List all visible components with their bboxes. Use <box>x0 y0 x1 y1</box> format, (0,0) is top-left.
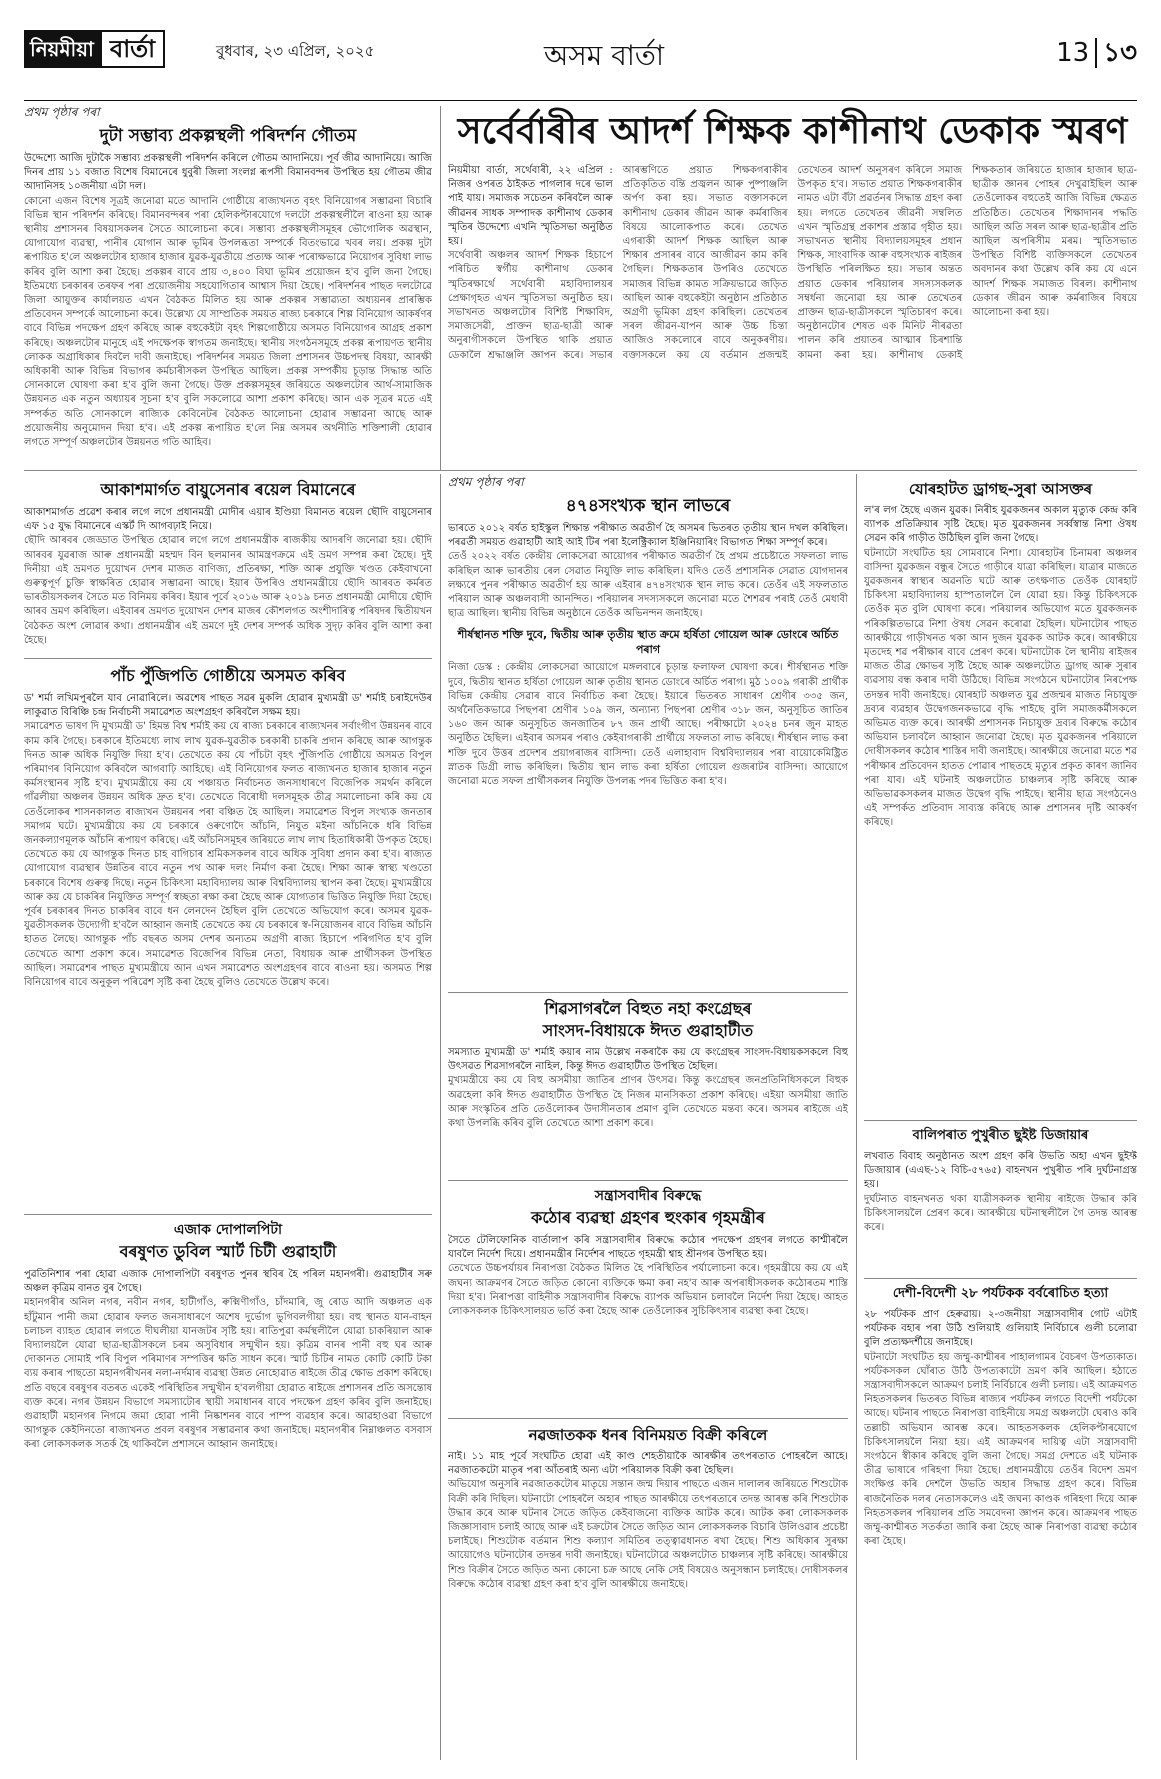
logo-right: বাৰ্তা <box>100 30 165 68</box>
headline[interactable]: নৱজাতকক ধনৰ বিনিময়ত বিক্ৰী কৰিলে <box>528 1426 768 1444</box>
section-rule <box>24 1214 432 1215</box>
article-columns <box>448 164 1137 363</box>
headline-2[interactable]: সাংসদ-বিধায়কে ঈদত গুৱাহাটীত <box>542 1021 754 1040</box>
logo-left: নিয়মীয়া <box>24 30 100 68</box>
article-body: তেখেতে উচ্চপৰ্যায়ৰ নিৰাপত্তা বৈঠকত মিলিত হৈ পৰিস্থিতিৰ পৰ্যালোচনা কৰে। গৃহমন্ত্ৰীয়ে কয় যে এই জঘন্য আক্ৰমণৰ সৈতে জড়িত কোনো ব্যক্তিকে ক্ষমা কৰা নহ'ব আৰু অপৰাধীসকলক কঠোৰতম শাস্তি দিয়া হ'ব। নিৰাপত্তা বাহিনীক সন্ত্ৰাসবাদীৰ বিৰুদ্ধে ব্যাপক অভিযান চলাবলৈ নিৰ্দেশ দিয়া হৈছে। আহত লোকসকলক চিকিৎসালয়ত ভৰ্তি কৰা হৈছে আৰু তেওঁলোকৰ সুচিকিৎসাৰ ব্যৱস্থা কৰা হৈছে। <box>448 1263 848 1318</box>
newspaper-logo[interactable] <box>24 30 202 68</box>
headline[interactable]: সন্ত্ৰাসবাদীৰ বিৰুদ্ধে <box>594 1188 702 1204</box>
section-rule <box>864 1120 1137 1121</box>
article-lead: নিয়মীয়া বাৰ্তা, সৰ্থেবাৰী, ২২ এপ্ৰিল : নিজৰ ওপৰত ঠাইকত পাগলাৰ দৰে ভাল পাই যায়। সমাজক সচেতন কৰিবলৈ আৰু জীৱনৰ সাধক সম্পাদক কাশীনাথ ডেকাৰ স্মৃতিৰ উদ্দেশ্যে এখনি স্মৃতিসভা অনুষ্ঠিত হয়। <box>448 165 613 248</box>
article-lead: উদ্দেশ্যে আজি দুটাকৈ সম্ভাব্য প্ৰকল্পস্থলী পৰিদৰ্শন কৰিলে গৌতম আদানিয়ে। পূৰ্ব জীৱ আদানিয়ে। আজি দিনৰ প্ৰায় ১১ বজাত বিশেষ বিমানেৰে ধুবুৰী জিলা সংলগ্ন ৰূপসী বিমানবন্দৰ উপস্থিত হয় গৌতম জীৱ আদানিসহ ১০জনীয়া এটা দল। <box>24 153 432 193</box>
headline[interactable]: দেশী-বিদেশী ২৮ পৰ্যটকক বৰ্বৰোচিত হত্যা <box>892 1286 1109 1301</box>
article-lead: ২৮ পৰ্যটকক প্ৰাণ হেৰুৱায়। ২-৩জনীয়া সন্ত্ৰাসবাদীৰ গোট এটাই পৰ্যটকক বহাৰ পৰা উঠি শুলিয়াই গুলিয়াই নিৰ্বিচাৰে গুলী চলোৱা বুলি প্ৰত্যক্ষদৰ্শীয়ে জনাইছে। <box>864 1309 1137 1349</box>
headline[interactable]: যোৰহাটত ড্ৰাগছ-সুৰা আসক্তৰ <box>908 480 1093 498</box>
headline-2[interactable]: কঠোৰ ব্যৱস্থা গ্ৰহণৰ হুংকাৰ গৃহমন্ত্ৰীৰ <box>531 1208 765 1227</box>
article-capitalist <box>24 664 432 1212</box>
headline[interactable]: এজাক দোপালপিটা <box>173 1222 283 1238</box>
headline[interactable]: আকাশমাৰ্গত বায়ুসেনাৰ ৰয়েল বিমানেৰে <box>100 480 356 499</box>
article-body: মহানগৰীৰ অনিল নগৰ, নবীন নগৰ, হাটীগাঁও, ৰুক্মিণীগাঁও, চাঁদমাৰি, জু ৰোড আদি অঞ্চলত এক হাঁটুমান পানী জমা হোৱাৰ ফলত জনসাধাৰণে অশেষ দুৰ্ভোগ ভুগিবলগীয়া হয়। বহু স্থানত যান-বাহন চলাচল ব্যাহত হোৱাৰ লগতে দীঘলীয়া যানজটৰ সৃষ্টি হয়। ৰাতিপুৱা কৰ্মস্থলীলৈ যোৱা চাকৰিয়াল আৰু বিদ্যালয়লৈ যোৱা ছাত্ৰ-ছাত্ৰীসকলে চৰম অসুবিধাৰ সন্মুখীন হয়। কৃত্ৰিম বানৰ পানী বহু ঘৰ আৰু দোকানত সোমাই পৰি বিপুল পৰিমাণৰ সম্পত্তিৰ ক্ষতি সাধন কৰে। স্মাৰ্ট চিটিৰ নামত কোটি কোটি টকা ব্যয় কৰাৰ পাছতো মহানগৰীখনৰ নলা-নৰ্দমাৰ ব্যৱস্থা উন্নত নোহোৱাত ৰাইজে তীব্ৰ ক্ষোভ প্ৰকাশ কৰিছে। প্ৰতি বছৰে বৰষুণৰ বতৰত একেই পৰিস্থিতিৰ সন্মুখীন হ'বলগীয়া হোৱাত ৰাইজে প্ৰশাসনৰ প্ৰতি অসন্তোষ ব্যক্ত কৰে। নগৰ উন্নয়ন বিভাগে সমস্যাটোৰ স্থায়ী সমাধানৰ বাবে পদক্ষেপ গ্ৰহণ কৰিব বুলি জনাইছে। গুৱাহাটী মহানগৰ নিগমে জমা হোৱা পানী নিষ্কাশনৰ বাবে পাম্প ব্যৱহাৰ কৰে। আৱহাওৱা বিভাগে আগন্তুক কেইদিনতো ৰাজ্যখনত প্ৰবল বৰষুণৰ সম্ভাৱনাৰ কথা জনাইছে। মহানগৰীৰ নিম্নাঞ্চলত বসবাস কৰা লোকসকলক সতৰ্ক হৈ থাকিবলৈ প্ৰশাসনে আহ্বান জনাইছে। <box>24 1297 432 1451</box>
masthead-rule <box>24 100 1137 101</box>
masthead <box>24 20 1137 104</box>
section-rule <box>448 1418 848 1419</box>
article-kashinath <box>448 106 1137 470</box>
article-lead: সৈতে টেলিফোনিক বাৰ্তালাপ কৰি সন্ত্ৰাসবাদীৰ বিৰুদ্ধে কঠোৰ পদক্ষেপ গ্ৰহণৰ লগতে কাশ্মীৰলৈ যাবলৈ নিৰ্দেশ দিয়ে। প্ৰধানমন্ত্ৰীৰ নিৰ্দেশৰ পাছতে গৃহমন্ত্ৰী শ্বাহ শ্ৰীনগৰ উপস্থিত হয়। <box>448 1235 848 1261</box>
article-body: কোনো এজন বিশেষ সূত্ৰই জনোৱা মতে আদানি গোষ্ঠীয়ে ৰাজ্যখনত বৃহৎ বিনিয়োগৰ সম্ভাৱনা বিচাৰি বিভিন্ন স্থান পৰিদৰ্শন কৰিছে। বিমানবন্দৰৰ পৰা হেলিকপ্টাৰযোগে দলটো প্ৰকল্পস্থলীলৈ ৰাওনা হয় আৰু স্থানীয় প্ৰশাসনৰ বিষয়াসকলৰ সৈতে আলোচনা কৰে। সম্ভাব্য প্ৰকল্পস্থলীসমূহৰ ভৌগোলিক অৱস্থান, যোগাযোগ ব্যৱস্থা, পানীৰ যোগান আৰু ভূমিৰ উপলব্ধতা সম্পৰ্কে বিতংভাৱে খবৰ লয়। প্ৰকল্প দুটা ৰূপায়িত হ'লে অঞ্চলটোৰ হাজাৰ হাজাৰ যুৱক-যুৱতীয়ে প্ৰত্যক্ষ আৰু পৰোক্ষভাৱে নিয়োগৰ সুবিধা লাভ কৰিব বুলি আশা কৰা হৈছে। প্ৰকল্পৰ বাবে প্ৰায় ৩,৪০০ বিঘা ভূমিৰ প্ৰয়োজন হ'ব বুলি জনা গৈছে। ইতিমধ্যে চৰকাৰৰ তৰফৰ পৰা প্ৰয়োজনীয় সহযোগিতাৰ আশ্বাস দিয়া হৈছে। পৰিদৰ্শনৰ পাছত দলটোৱে জিলা আয়ুক্তৰ কাৰ্যালয়ত এখন বৈঠকত মিলিত হয় আৰু প্ৰকল্পৰ সম্ভাৱ্যতা অধ্যয়নৰ প্ৰাৰম্ভিক প্ৰতিবেদন সম্পৰ্কে আলোচনা কৰে। উল্লেখ্য যে সাম্প্ৰতিক সময়ত ৰাজ্য চৰকাৰে শিল্প বিনিয়োগ আকৰ্ষণৰ বাবে বিভিন্ন পদক্ষেপ গ্ৰহণ কৰিছে আৰু বহুকেইটা বৃহৎ শিল্পগোষ্ঠীয়ে অসমত বিনিয়োগৰ আগ্ৰহ প্ৰকাশ কৰিছে। অঞ্চলটোৰ মানুহে এই পদক্ষেপক স্বাগতম জনাইছে। স্থানীয় সংগঠনসমূহে প্ৰকল্প ৰূপায়ণত স্থানীয় লোকক অগ্ৰাধিকাৰ দিবলৈ দাবী জনাইছে। পৰিদৰ্শনৰ সময়ত জিলা প্ৰশাসনৰ উচ্চপদস্থ বিষয়া, আৰক্ষী অধিকাৰী আৰু বিভিন্ন বিভাগৰ কৰ্মচাৰীসকল উপস্থিত আছিল। প্ৰকল্প সম্পৰ্কীয় চূড়ান্ত সিদ্ধান্ত অতি সোনকালে ঘোষণা কৰা হ'ব বুলি জনা গৈছে। উক্ত প্ৰকল্পসমূহৰ জৰিয়তে অঞ্চলটোৰ আৰ্থ-সামাজিক উন্নয়নত এক নতুন অধ্যায়ৰ সূচনা হ'ব বুলি সকলোৱে আশা প্ৰকাশ কৰিছে। আন এক সূত্ৰৰ মতে এই সম্পৰ্কত অতি সোনকালে ৰাজ্যিক কেবিনেটৰ বৈঠকত আলোচনা হোৱাৰ সম্ভাৱনা আছে আৰু প্ৰয়োজনীয় অনুমোদন দিয়া হ'ব। এই প্ৰকল্প ৰূপায়িত হ'লে নিম্ন অসমৰ অৰ্থনীতি শক্তিশালী হোৱাৰ লগতে সম্পূৰ্ণ অঞ্চলটোৰ উন্নয়নত গতি আহিব। <box>24 195 432 449</box>
article-body: তেওঁ ২০২২ বৰ্ষত কেন্দ্ৰীয় লোকসেৱা আয়োগৰ পৰীক্ষাত অৱতীৰ্ণ হৈ প্ৰথম প্ৰচেষ্টাতে সফলতা লাভ কৰিছিল আৰু ভাৰতীয় ৰেল সেৱাত নিযুক্তি লাভ কৰিছিল। যদিও তেওঁ প্ৰশাসনিক সেৱাত যোগদানৰ লক্ষ্যৰে পুনৰ পৰীক্ষাত অৱতীৰ্ণ হয় আৰু এইবাৰ ৪৭৪সংখ্যক স্থান লাভ কৰে। তেওঁৰ এই সফলতাত পৰিয়াল আৰু অঞ্চলবাসী আনন্দিত। পৰিয়ালৰ সদস্যসকলে জনোৱা মতে শৈশৱৰ পৰাই তেওঁ মেধাবী ছাত্ৰ আছিল। স্থানীয় বিভিন্ন অনুষ্ঠানে তেওঁক অভিনন্দন জনাইছে। <box>448 551 848 620</box>
continued-kicker: প্ৰথম পৃষ্ঠাৰ পৰা <box>448 475 524 489</box>
article-body: ছৌদি আৰবৰ জেড্ডাত উপস্থিত হোৱাৰ লগে লগে প্ৰধানমন্ত্ৰীক ৰাজকীয় আদৰণি জনোৱা হয়। ছৌদি আৰবৰ যুৱৰাজ আৰু প্ৰধানমন্ত্ৰী মহম্মদ বিন ছলমানৰ আমন্ত্ৰণক্ৰমে এই ভ্ৰমণ সম্পন্ন কৰা হৈছে। দুই দিনীয়া এই ভ্ৰমণত দুয়োখন দেশৰ মাজত বাণিজ্য, প্ৰতিৰক্ষা, শক্তি আৰু প্ৰযুক্তি খণ্ডত কেইবাখনো গুৰুত্বপূৰ্ণ চুক্তি স্বাক্ষৰিত হোৱাৰ সম্ভাৱনা আছে। ইয়াৰ উপৰিও প্ৰধানমন্ত্ৰীয়ে ছৌদি আৰবত কৰ্মৰত ভাৰতীয়সকলৰ সৈতে মত বিনিময় কৰিব। ইয়াৰ পূৰ্বে ২০১৬ আৰু ২০১৯ চনত প্ৰধানমন্ত্ৰী মোদীয়ে ছৌদি আৰব ভ্ৰমণ কৰিছিল। এইবাৰৰ ভ্ৰমণত দুয়োখন দেশৰ মাজৰ কৌশলগত অংশীদাৰিত্ব পৰিষদৰ দ্বিতীয়খন বৈঠকত অংশ লোৱাৰ কথা। প্ৰধানমন্ত্ৰীৰ এই ভ্ৰমণে দুই দেশৰ সম্পৰ্ক অধিক সুদৃঢ় কৰিব বুলি আশা কৰা হৈছে। <box>24 535 432 646</box>
article-body: ঘটনাটো সংঘটিত হয় জম্মু-কাশ্মীৰৰ পাহালগামৰ বৈচৰণ উপত্যকাত। পৰ্যটকসকল ঘোঁৰাত উঠি উপত্যকাটো ভ্ৰমণ কৰি আছিল। হঠাতে সন্ত্ৰাসবাদীসকলে আক্ৰমণ চলাই নিৰ্বিচাৰে গুলী চলায়। এই আক্ৰমণত নিহতসকলৰ ভিতৰত বিভিন্ন ৰাজ্যৰ পৰ্যটকৰ লগতে বিদেশী পৰ্যটকো আছে। ঘটনাৰ পাছতে নিৰাপত্তা বাহিনীয়ে সমগ্ৰ অঞ্চলটো ঘেৰাও কৰি তল্লাচী অভিযান আৰম্ভ কৰে। আহতসকলক হেলিকপ্টাৰযোগে চিকিৎসালয়লৈ নিয়া হয়। এই আক্ৰমণৰ দায়িত্ব এটা সন্ত্ৰাসবাদী সংগঠনে স্বীকাৰ কৰিছে বুলি জনা গৈছে। সমগ্ৰ দেশতে এই ঘটনাক তীব্ৰ ভাষাৰে গৰিহণা দিয়া হৈছে। প্ৰধানমন্ত্ৰীয়ে তেওঁৰ বিদেশ ভ্ৰমণ সংক্ষিপ্ত কৰি দেশলৈ উভতি অহাৰ সিদ্ধান্ত গ্ৰহণ কৰে। বিভিন্ন ৰাজনৈতিক দলৰ নেতাসকলেও এই জঘন্য কাণ্ডক গৰিহণা দিয়ে আৰু নিহতসকলৰ পৰিয়ালৰ প্ৰতি সমবেদনা জ্ঞাপন কৰে। আক্ৰমণৰ পাছত জম্মু-কাশ্মীৰত সতৰ্কতা জাৰি কৰা হৈছে আৰু নিৰাপত্তা ব্যৱস্থা কঠোৰ কৰা হৈছে। <box>864 1351 1137 1548</box>
article-body: ঘটনাটো সংঘটিত হয় সোমবাৰে নিশা। যোৰহাটৰ চিনামৰা অঞ্চলৰ বাসিন্দা যুৱকজন বন্ধুৰ সৈতে গাড়ীৰে যাত্ৰা কৰিছিল। যাত্ৰাৰ মাজতে যুৱকজনৰ স্বাস্থ্যৰ অৱনতি ঘটে আৰু তৎক্ষণাত তেওঁক যোৰহাট চিকিৎসা মহাবিদ্যালয় হাস্পতাললৈ লৈ যোৱা হয়। কিন্তু চিকিৎসকে তেওঁক মৃত বুলি ঘোষণা কৰে। পৰিয়ালৰ অভিযোগ মতে যুৱকজনক পৰিকল্পিতভাৱে নিশা ঔষধ সেৱন কৰোৱা হৈছিল। ঘটনাটোৰ পাছত আৰক্ষীয়ে গাড়ীখনত থকা আন দুজন যুৱকক আটক কৰে। আৰক্ষীয়ে মৃতদেহ শৱ পৰীক্ষাৰ বাবে প্ৰেৰণ কৰে। ঘটনাটোক লৈ স্থানীয় ৰাইজৰ মাজত তীব্ৰ ক্ষোভৰ সৃষ্টি হৈছে আৰু অঞ্চলটোত ড্ৰাগছ আৰু সুৰাৰ ব্যৱসায় বন্ধ কৰাৰ দাবী উঠিছে। বিভিন্ন সংগঠনে ঘটনাটোৰ নিৰপেক্ষ তদন্তৰ দাবী জনাইছে। যোৰহাট অঞ্চলত যুৱ প্ৰজন্মৰ মাজত নিচাযুক্ত দ্ৰব্যৰ ব্যৱহাৰ উদ্বেগজনকভাৱে বৃদ্ধি পাইছে বুলি সমাজকৰ্মীসকলে অভিমত ব্যক্ত কৰে। আৰক্ষী প্ৰশাসনক নিচাযুক্ত দ্ৰব্যৰ বিৰুদ্ধে কঠোৰ অভিযান চলাবলৈ আহ্বান জনোৱা হৈছে। মৃত যুৱকজনৰ পৰিয়ালে দোষীসকলৰ কঠোৰ শাস্তিৰ দাবী জনাইছে। আৰক্ষীয়ে জনোৱা মতে শৱ পৰীক্ষাৰ প্ৰতিবেদন হাতত পোৱাৰ পাছতহে মৃত্যুৰ প্ৰকৃত কাৰণ জানিব পৰা যাব। এই ঘটনাই অঞ্চলটোত চাঞ্চল্যৰ সৃষ্টি কৰিছে আৰু অভিভাৱকসকলৰ মাজত উদ্বেগ বৃদ্ধি পাইছে। স্থানীয় ছাত্ৰ সংগঠনেও এই সম্পৰ্কত প্ৰতিবাদ সাব্যস্ত কৰিছে আৰু প্ৰশাসনৰ দৃষ্টি আকৰ্ষণ কৰিছে। <box>864 547 1137 829</box>
section-rule <box>24 470 1137 471</box>
article-accident <box>864 1126 1137 1276</box>
article-lead: ভাৰতে ২০১২ বৰ্ষত হাইস্কুল শিক্ষান্ত পৰীক্ষাত অৱতীৰ্ণ হৈ অসমৰ ভিতৰত তৃতীয় স্থান দখল কৰিছিল। পৰৱৰ্তী সময়ত গুৱাহাটী আই আই টিৰ পৰা ইলেক্ট্ৰিক্যাল ইঞ্জিনিয়াৰিং বিভাগত শিক্ষা সম্পূৰ্ণ কৰে। <box>448 523 848 549</box>
article-jorhat <box>864 478 1137 1118</box>
headline-2[interactable]: বৰষুণত ডুবিল স্মাৰ্ট চিটী গুৱাহাটী <box>119 1242 337 1261</box>
headline[interactable]: পাঁচ পুঁজিপতি গোষ্ঠীয়ে অসমত কৰিব <box>110 666 346 685</box>
article-lead: আকাশমাৰ্গত প্ৰৱেশ কৰাৰ লগে লগে প্ৰধানমন্ত্ৰী মোদীৰ এয়াৰ ইণ্ডিয়া বিমানত ৰয়েল ছৌদি বায়ুসেনাৰ এফ ১৫ যুদ্ধ বিমানেৰে এস্কৰ্ট দি আগবঢ়াই নিয়ে। <box>24 507 432 533</box>
subheadline[interactable]: শীৰ্ষস্থানত শক্তি দুবে, দ্বিতীয় আৰু তৃতীয় স্থাত ক্ৰমে হৰ্ষিতা গোয়েল আৰু ডোংৰে অৰ্চিত পৰাগ <box>457 628 839 657</box>
article-rain <box>24 1220 432 1760</box>
article-body: দুৰ্ঘটনাত বাহনখনত থকা যাত্ৰীসকলক স্থানীয় ৰাইজে উদ্ধাৰ কৰি চিকিৎসালয়লৈ প্ৰেৰণ কৰে। আৰক্ষীয়ে ঘটনাস্থলীলৈ গৈ তদন্ত আৰম্ভ কৰে। <box>864 1193 1137 1234</box>
article-upsc <box>448 494 848 990</box>
article-infant <box>448 1424 848 1760</box>
article-terror <box>448 1186 848 1416</box>
section-rule <box>24 658 432 659</box>
article-lead: লখবাত বিবাহ অনুষ্ঠানত অংশ গ্ৰহণ কৰি উভতি অহা এখন ছুইফ্ট ডিজায়াৰ (এএছ-১২ বিচি-৫৭৬৫) বাহনখন পুখুৰীত পৰি দুৰ্ঘটনাগ্ৰস্ত হয়। <box>864 1151 1137 1191</box>
section-rule <box>448 1180 848 1181</box>
column-divider <box>440 474 441 1760</box>
headline[interactable]: শিৱসাগৰলৈ বিহুত নহা কংগ্ৰেছৰ <box>544 999 752 1018</box>
article-airport <box>24 478 432 656</box>
headline[interactable]: বালিপৰাত পুখুৰীত ছুইষ্ট ডিজায়াৰ <box>912 1128 1089 1143</box>
column-divider <box>440 106 441 470</box>
column-divider <box>856 474 857 1760</box>
article-body: মুখ্যমন্ত্ৰীয়ে কয় যে বিহু অসমীয়া জাতিৰ প্ৰাণৰ উৎসৱ। কিন্তু কংগ্ৰেছৰ জনপ্ৰতিনিধিসকলে বিহুক অৱহেলা কৰি ঈদত গুৱাহাটীত উপস্থিত হৈ নিজৰ মানসিকতা প্ৰকাশ কৰিছে। এইয়া অসমীয়া জাতি আৰু সংস্কৃতিৰ প্ৰতি তেওঁলোকৰ উদাসীনতাৰ প্ৰমাণ বুলি তেখেতে মন্তব্য কৰে। অসমৰ ৰাইজে এই কথা উপলব্ধি কৰিব বুলি তেখেতে আশা প্ৰকাশ কৰে। <box>448 1075 848 1130</box>
article-lead: পুৱতিনিশাৰ পৰা হোৱা এজাক দোপালপিটা বৰষুণত পুনৰ স্থবিৰ হৈ পৰিল মহানগৰী। গুৱাহাটীৰ সৰু অঞ্চল কৃত্ৰিম বানত বুৰ গৈছে। <box>24 1269 432 1295</box>
headline[interactable]: ৪৭৪সংখ্যক স্থান লাভৰে <box>565 496 731 516</box>
article-body: সমাৱেশত ভাষণ দি মুখ্যমন্ত্ৰী ড' হিমন্ত বিশ্ব শৰ্মাই কয় যে ৰাজ্য চৰকাৰে ৰাজ্যখনৰ সৰ্বাংগীণ উন্নয়নৰ বাবে কাম কৰি গৈছে। চৰকাৰে ইতিমধ্যে লাখ লাখ যুৱক-যুৱতীক চৰকাৰী চাকৰি প্ৰদান কৰিছে আৰু আগন্তুক দিনত আৰু অধিক নিযুক্তি দিয়া হ'ব। তেখেতে কয় যে পাঁচটা বৃহৎ পুঁজিপতি গোষ্ঠীয়ে অসমত বিপুল পৰিমাণৰ বিনিয়োগ কৰিবলৈ আগবাঢ়ি আহিছে। এই বিনিয়োগৰ ফলত ৰাজ্যখনত হাজাৰ হাজাৰ নতুন কৰ্মসংস্থানৰ সৃষ্টি হ'ব। মুখ্যমন্ত্ৰীয়ে কয় যে পঞ্চায়ত নিৰ্বাচনত জনসাধাৰণে বিজেপিক সমৰ্থন কৰিলে গাঁৱলীয়া অঞ্চলৰ উন্নয়ন অধিক দ্ৰুত হ'ব। তেখেতে বিৰোধী দলসমূহক তীব্ৰ সমালোচনা কৰি কয় যে তেওঁলোকৰ শাসনকালত ৰাজ্যখন উন্নয়নৰ পৰা বঞ্চিত হৈ আছিল। সমাৱেশত বিপুল সংখ্যক জনতাৰ সমাগম ঘটে। মুখ্যমন্ত্ৰীয়ে কয় যে চৰকাৰে ওৰুণোদৈ আঁচনি, নিযুত মইনা আঁচনিকে ধৰি বিভিন্ন জনকল্যাণমূলক আঁচনি ৰূপায়ণ কৰিছে। এই আঁচনিসমূহৰ জৰিয়তে লাখ লাখ হিতাধিকাৰী উপকৃত হৈছে। তেখেতে কয় যে আগন্তুক দিনত চাহ বাগিচাৰ শ্ৰমিকসকলৰ বাবে অধিক সুবিধা প্ৰদান কৰা হ'ব। ৰাজ্যত যোগাযোগ ব্যৱস্থাৰ উন্নতিৰ বাবে নতুন পথ আৰু দলং নিৰ্মাণ কৰা হৈছে। শিক্ষা আৰু স্বাস্থ্য খণ্ডতো চৰকাৰে বিশেষ গুৰুত্ব দিছে। নতুন চিকিৎসা মহাবিদ্যালয় আৰু বিশ্ববিদ্যালয় স্থাপন কৰা হৈছে। মুখ্যমন্ত্ৰীয়ে আৰু কয় যে চাকৰিৰ নিযুক্তিত সম্পূৰ্ণ স্বচ্ছতা ৰক্ষা কৰা হৈছে আৰু যোগ্যতাৰ ভিত্তিত নিযুক্তি দিয়া হৈছে। পূৰ্বৰ চৰকাৰৰ দিনত চাকৰিৰ বাবে ধন লেনদেন হৈছিল বুলি তেখেতে অভিযোগ কৰে। অসমৰ যুৱক-যুৱতীসকলক উদ্যোগী হ'বলৈ আহ্বান জনাই তেখেতে কয় যে চৰকাৰে স্ব-নিয়োজনৰ বাবে বিভিন্ন আঁচনি হাতত লৈছে। আগন্তুক পাঁচ বছৰত অসম দেশৰ অন্যতম অগ্ৰণী ৰাজ্য হিচাপে পৰিগণিত হ'ব বুলি তেখেতে আশা প্ৰকাশ কৰে। সমাৱেশত বিজেপিৰ বিভিন্ন নেতা, বিধায়ক আৰু প্ৰাৰ্থীসকল উপস্থিত আছিল। সমাৱেশৰ পাছত মুখ্যমন্ত্ৰীয়ে আন এখন সমাৱেশত অংশগ্ৰহণৰ বাবে ৰাওনা হয়। অসমত শিল্প বিনিয়োগৰ বাবে অনুকূল পৰিৱেশ সৃষ্টি কৰা হৈছে বুলিও তেখেতে উল্লেখ কৰে। <box>24 721 432 989</box>
article-body-2: নিজা ডেস্ক : কেন্দ্ৰীয় লোকসেৱা আয়োগে মঙ্গলবাৰে চূড়ান্ত ফলাফল ঘোষণা কৰে। শীৰ্ষস্থানত শক্তি দুবে, দ্বিতীয় স্থানত হৰ্ষিতা গোয়েল আৰু তৃতীয় স্থানত ডোংৰে অৰ্চিত পৰাগ। মুঠ ১০০৯ গৰাকী প্ৰাৰ্থীক বিভিন্ন কেন্দ্ৰীয় সেৱাৰ বাবে নিৰ্বাচিত কৰা হৈছে। ইয়াৰে ভিতৰত সাধাৰণ শ্ৰেণীৰ ৩৩৫ জন, অৰ্থনৈতিকভাৱে পিছপৰা শ্ৰেণীৰ ১০৯ জন, অন্যান্য পিছপৰা শ্ৰেণীৰ ৩১৮ জন, অনুসূচিত জাতিৰ ১৬০ জন আৰু অনুসূচিত জনজাতিৰ ৮৭ জন প্ৰাৰ্থী আছে। পৰীক্ষাটো ২০২৪ চনৰ জুন মাহত অনুষ্ঠিত হৈছিল। এইবাৰ অসমৰ পৰাও কেইবাগৰাকী প্ৰাৰ্থীয়ে সফলতা লাভ কৰিছে। শীৰ্ষস্থান লাভ কৰা শক্তি দুবে উত্তৰ প্ৰদেশৰ প্ৰয়াগৰাজৰ বাসিন্দা। তেওঁ এলাহাবাদ বিশ্ববিদ্যালয়ৰ পৰা বায়োকেমিষ্ট্ৰিত স্নাতক ডিগ্ৰী লাভ কৰিছিল। দ্বিতীয় স্থান লাভ কৰা হৰ্ষিতা গোয়েল গুজৰাটৰ বাসিন্দা। আয়োগে জনোৱা মতে সফল প্ৰাৰ্থীসকলৰ নিযুক্তি উপলব্ধ পদৰ ভিত্তিত কৰা হ'ব। <box>448 662 848 788</box>
page-number <box>1056 32 1137 76</box>
page-number-assamese: ১৩ <box>1095 38 1137 68</box>
article-pahalgam <box>864 1284 1137 1760</box>
section-rule <box>448 992 848 993</box>
section-rule <box>864 1278 1137 1279</box>
article-lead: ল'ৰ লগ হৈছে এজন যুৱক। নিৰীহ যুৱকজনৰ অকাল মৃত্যুক কেন্দ্ৰ কৰি ব্যাপক প্ৰতিক্ৰিয়াৰ সৃষ্টি হৈছে। মৃত যুৱকজনৰ সৰ্ব্বস্বান্ত নিশা ঔষধ সেৱন কৰি গাড়ীত উঠিছিল বুলি জনা গৈছে। <box>864 505 1137 545</box>
article-sivasagar <box>448 998 848 1178</box>
continued-kicker: প্ৰথম পৃষ্ঠাৰ পৰা <box>24 105 100 119</box>
article-body: সৰ্থেবাৰী অঞ্চলৰ আদৰ্শ শিক্ষক হিচাপে পৰিচিত স্বৰ্গীয় কাশীনাথ ডেকাৰ স্মৃতিৰক্ষাৰ্থে সৰ্থেবাৰী মহাবিদ্যালয়ৰ প্ৰেক্ষাগৃহত এখন স্মৃতিসভা অনুষ্ঠিত হয়। সভাখনত অঞ্চলটোৰ বিশিষ্ট শিক্ষাবিদ, সমাজসেৱী, প্ৰাক্তন ছাত্ৰ-ছাত্ৰী আৰু অনুৰাগীসকলে উপস্থিত থাকি প্ৰয়াত ডেকালৈ শ্ৰদ্ধাঞ্জলি জ্ঞাপন কৰে। সভাৰ আৰম্ভণিতে প্ৰয়াত শিক্ষকগৰাকীৰ প্ৰতিকৃতিত বন্তি প্ৰজ্বলন আৰু পুষ্পাঞ্জলি অৰ্পণ কৰা হয়। সভাত বক্তাসকলে কাশীনাথ ডেকাৰ জীৱন আৰু কৰ্মৰাজিৰ বিষয়ে আলোকপাত কৰে। তেখেত এগৰাকী আদৰ্শ শিক্ষক আছিল আৰু শিক্ষাৰ প্ৰসাৰৰ বাবে আজীৱন কাম কৰি গৈছিল। শিক্ষকতাৰ উপৰিও তেখেতে সমাজৰ বিভিন্ন কামত সক্ৰিয়ভাৱে জড়িত আছিল আৰু বহুকেইটা অনুষ্ঠান প্ৰতিষ্ঠাত অগ্ৰণী ভূমিকা গ্ৰহণ কৰিছিল। তেখেতৰ সৰল জীৱন-যাপন আৰু উচ্চ চিন্তা আজিও সকলোৰে বাবে অনুকৰণীয়। বক্তাসকলে কয় যে বৰ্তমান প্ৰজন্মই তেখেতৰ আদৰ্শ অনুসৰণ কৰিলে সমাজ উপকৃত হ'ব। সভাত প্ৰয়াত শিক্ষকগৰাকীৰ নামত এটা বঁটা প্ৰৱৰ্তনৰ সিদ্ধান্ত গ্ৰহণ কৰা হয়। লগতে তেখেতৰ জীৱনী সম্বলিত এখন স্মৃতিগ্ৰন্থ প্ৰকাশৰ প্ৰস্তাৱ গৃহীত হয়। সভাখনত স্থানীয় বিদ্যালয়সমূহৰ প্ৰধান শিক্ষক, সাংবাদিক আৰু বহুসংখ্যক ৰাইজৰ উপস্থিতি পৰিলক্ষিত হয়। সভাৰ অন্তত প্ৰয়াত ডেকাৰ পৰিয়ালৰ সদস্যসকলক সম্বৰ্ধনা জনোৱা হয় আৰু তেখেতৰ প্ৰাক্তন ছাত্ৰ-ছাত্ৰীসকলে স্মৃতিচাৰণ কৰে। অনুষ্ঠানটোৰ শেষত এক মিনিট নীৰৱতা পালন কৰি প্ৰয়াতৰ আত্মাৰ চিৰশান্তি কামনা কৰা হয়। কাশীনাথ ডেকাই শিক্ষকতাৰ জৰিয়তে হাজাৰ হাজাৰ ছাত্ৰ-ছাত্ৰীক জ্ঞানৰ পোহৰ দেখুৱাইছিল আৰু তেওঁলোকৰ বহুতেই আজি বিভিন্ন ক্ষেত্ৰত প্ৰতিষ্ঠিত। তেখেতৰ শিক্ষাদানৰ পদ্ধতি আছিল অতি সৰল আৰু ছাত্ৰ-ছাত্ৰীৰ প্ৰতি আছিল অপৰিসীম মৰম। স্মৃতিসভাত উপস্থিত বিশিষ্ট ব্যক্তিসকলে তেখেতৰ অবদানৰ কথা উল্লেখ কৰি কয় যে এনে আদৰ্শ শিক্ষক সমাজত বিৰল। কাশীনাথ ডেকাৰ জীৱন আৰু কৰ্মৰাজিৰ বিষয়ে আলোচনা কৰা হয়। <box>448 165 1137 361</box>
section-title: অসম বাৰ্তা <box>544 39 665 72</box>
edition-date: বুধবাৰ, ২৩ এপ্ৰিল, ২০২৫ <box>216 42 375 60</box>
article-lead: ড' শৰ্মা লখিমপুৰলৈ যাব নোৱাৰিলে। অৱশেষ পাছত সৱৰ মুকলি হোৱাৰ মুখ্যমন্ত্ৰী ড' শৰ্মাই চৰাইদেউৰ লাকুৱাত বিৰিঞ্চি চন্দ্ৰ নিৰ্বাচনী সমাৱেশত অংশগ্ৰহণ কৰিবলৈ সক্ষম হয়। <box>24 693 432 719</box>
article-lead: সমস্যাত মুখ্যমন্ত্ৰী ড' শৰ্মাই কয়াৰ নাম উল্লেখ নকৰাকৈ কয় যে কংগ্ৰেছৰ সাংসদ-বিধায়কসকলে বিহু উৎসৱত শিৱসাগৰলৈ নাহিল, কিন্তু ঈদত গুৱাহাটীত উপস্থিত হৈছিল। <box>448 1047 848 1073</box>
article-body: অভিযোগ অনুসৰি নৱজাতকটোৰ মাতৃয়ে সন্তান জন্ম দিয়াৰ পাছতে এজন দালালৰ জৰিয়তে শিশুটোক বিক্ৰী কৰি দিছিল। ঘটনাটো পোহৰলৈ অহাৰ পাছত আৰক্ষীয়ে তৎপৰতাৰে তদন্ত আৰম্ভ কৰি শিশুটোক উদ্ধাৰ কৰে আৰু ঘটনাৰ সৈতে জড়িত কেইবাজনো ব্যক্তিক আটক কৰে। আটক কৰা লোকসকলক জিজ্ঞাসাবাদ চলাই আছে আৰু এই চক্ৰটোৰ সৈতে জড়িত আন লোকসকলক বিচাৰি উলিওৱাৰ প্ৰচেষ্টা চলাইছে। শিশুটোক বৰ্তমান শিশু কল্যাণ সমিতিৰ তত্ত্বাৱধানত ৰখা হৈছে। শিশু অধিকাৰ সুৰক্ষা আয়োগেও ঘটনাটোৰ তদন্তৰ দাবী জনাইছে। ঘটনাটোৱে অঞ্চলটোত চাঞ্চল্যৰ সৃষ্টি কৰিছে। আৰক্ষীয়ে শিশু বিক্ৰীৰ সৈতে জড়িত অন্য কোনো চক্ৰ আছে নেকি সেই বিষয়েও অনুসন্ধান চলাইছে। দোষীসকলৰ বিৰুদ্ধে কঠোৰ ব্যৱস্থা গ্ৰহণ কৰা হ'ব বুলি আৰক্ষীয়ে জনাইছে। <box>448 1479 848 1590</box>
article-goutam <box>24 124 432 468</box>
article-lead: নাই। ১১ মাহ পূৰ্বে সংঘটিত হোৱা এই কাণ্ড শেহতীয়াকৈ আৰক্ষীৰ তৎপৰতাত পোহৰলৈ আহে। নৱজাতকটো মাতৃৰ পৰা আঁতৰাই অন্য এটা পৰিয়ালক বিক্ৰী কৰা হৈছিল। <box>448 1451 848 1477</box>
headline[interactable]: সৰ্বেৰ্বাৰীৰ আদৰ্শ শিক্ষক কাশীনাথ ডেকাক স্মৰণ <box>457 111 1128 152</box>
headline[interactable]: দুটা সম্ভাব্য প্ৰকল্পস্থলী পৰিদৰ্শন গৌতম <box>99 126 357 146</box>
page-number-latin: 13 <box>1056 38 1090 68</box>
